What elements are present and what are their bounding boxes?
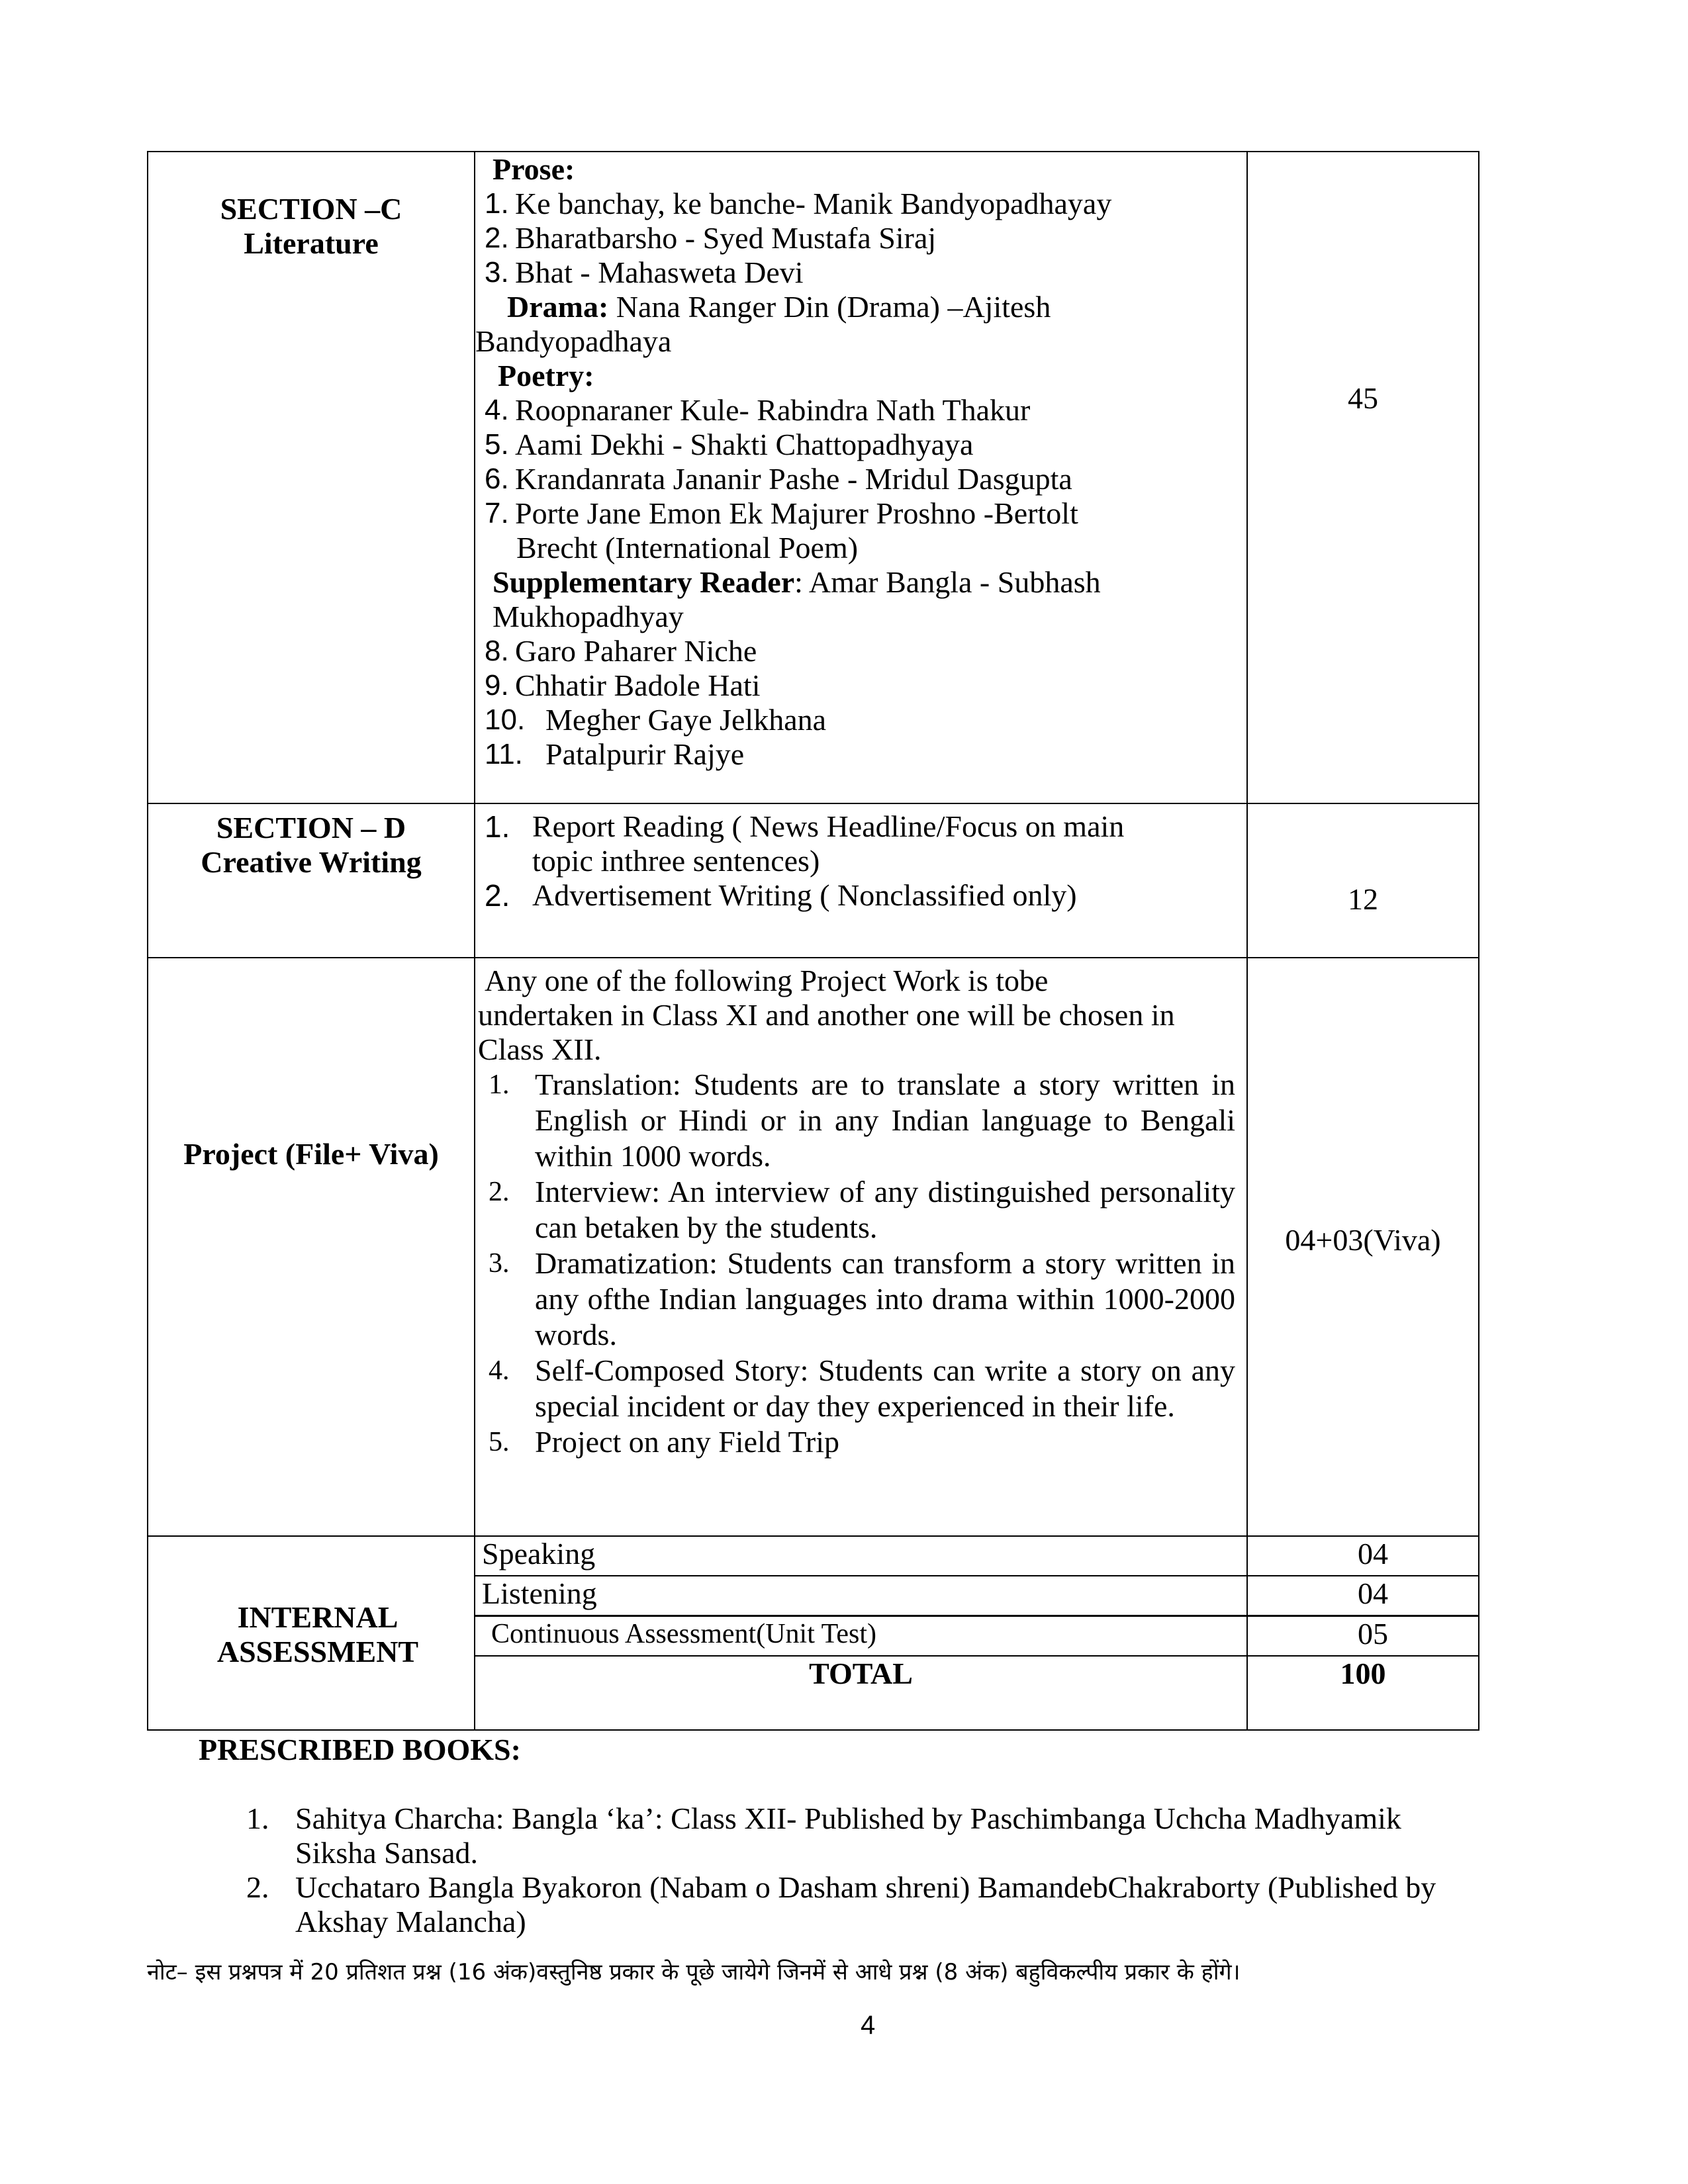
project-marks-cell [1246, 957, 1479, 1537]
item-number: 11. [485, 738, 523, 770]
item-number: 2. [485, 878, 510, 913]
list-item [475, 462, 1246, 496]
item-text: Sahitya Charcha: Bangla ‘ka’: Class XII- Published by Paschimbanga Uchcha Madhyamik [295, 1801, 1401, 1835]
internal-title: INTERNAL [237, 1600, 399, 1634]
list-item [489, 1353, 1246, 1424]
section-c-label-cell [147, 151, 475, 804]
project-intro-line: Class XII. [478, 1032, 602, 1066]
item-text: Bhat - Mahasweta Devi [515, 255, 804, 289]
supp-heading: Supplementary Reader [492, 565, 795, 599]
list-item [475, 496, 1246, 531]
item-text: Ucchataro Bangla Byakoron (Nabam o Dasham shreni) BamandebChakraborty (Published by [295, 1870, 1436, 1904]
item-number: 3. [489, 1248, 510, 1279]
item-text: Megher Gaye Jelkhana [545, 703, 827, 737]
drama-text: Nana Ranger Din (Drama) –Ajitesh [616, 290, 1051, 324]
section-d-subtitle: Creative Writing [201, 845, 422, 879]
list-item [475, 187, 1246, 221]
item-number: 2. [489, 1177, 510, 1207]
section-d-marks: 12 [1348, 882, 1378, 916]
poetry-cont: Brecht (International Poem) [516, 531, 859, 565]
item-text: Ke banchay, ke banche- Manik Bandyopadhayay [515, 187, 1112, 220]
internal-row-label: Continuous Assessment(Unit Test) [474, 1615, 1248, 1657]
project-intro-line: undertaken in Class XI and another one will be chosen in [478, 998, 1175, 1032]
project-intro-line: Any one of the following Project Work is tobe [485, 964, 1049, 997]
hindi-note: नोट– इस प्रश्नपत्र में 20 प्रतिशत प्रश्न (16 अंक)वस्तुनिष्ठ प्रकार के पूछे जायेगे जिनमें से आधे प्रश्न (8 अंक) बहुविकल्पीय प्रकार के होंगे। [147, 1959, 1241, 1985]
item-text: Aami Dekhi - Shakti Chattopadhyaya [515, 428, 974, 461]
item-text: Chhatir Badole Hati [515, 668, 761, 702]
item-text: Bharatbarsho - Syed Mustafa Siraj [515, 221, 937, 255]
item-text: Project on any Field Trip [535, 1425, 840, 1459]
project-title: Project (File+ Viva) [183, 1137, 439, 1171]
item-text: Translation: Students are to translate a story written in English or Hindi or in any Indian language to Bengali within 1000 words. [535, 1068, 1235, 1173]
total-value: 100 [1340, 1657, 1386, 1690]
total-label-cell [474, 1655, 1248, 1731]
item-number: 1. [485, 187, 509, 220]
total-value-cell [1246, 1655, 1479, 1731]
section-c-content-cell [474, 151, 1248, 804]
item-number: 5. [485, 428, 509, 461]
item-text-wrap [295, 1870, 1436, 1939]
item-number: 2. [485, 222, 509, 254]
item-text-wrap [295, 1801, 1401, 1870]
internal-title2: ASSESSMENT [216, 1635, 419, 1668]
poetry-heading: Poetry: [498, 359, 594, 392]
list-item [475, 737, 1246, 772]
list-item [475, 668, 1246, 703]
item-number: 10. [485, 704, 526, 736]
internal-row-marks: 04 [1246, 1535, 1479, 1576]
book-item [246, 1870, 1436, 1939]
item-text-wrap [532, 878, 1077, 913]
item-text: Advertisement Writing ( Nonclassified only) [532, 878, 1077, 912]
supp-text: : Amar Bangla - Subhash [794, 565, 1101, 599]
item-number: 1. [485, 809, 510, 844]
item-text: Report Reading ( News Headline/Focus on main [532, 809, 1125, 843]
list-item [475, 428, 1246, 462]
item-text: Krandanrata Jananir Pashe - Mridul Dasgupta [515, 462, 1072, 496]
internal-label-cell [147, 1535, 475, 1731]
list-item [475, 221, 1246, 255]
item-text: Interview: An interview of any distinguished personality can betaken by the students. [535, 1175, 1235, 1244]
section-d-marks-cell [1246, 803, 1479, 958]
internal-row-marks: 04 [1246, 1575, 1479, 1616]
book-item [246, 1801, 1436, 1870]
section-d-title: SECTION – D [216, 811, 406, 844]
internal-row-label: Listening [474, 1575, 1248, 1616]
list-item [489, 1246, 1246, 1353]
item-text: Roopnaraner Kule- Rabindra Nath Thakur [515, 393, 1031, 427]
section-c-marks-cell [1246, 151, 1479, 804]
item-number: 5. [489, 1427, 510, 1457]
total-label: TOTAL [809, 1657, 913, 1690]
item-text-cont: topic inthree sentences) [532, 844, 820, 878]
item-text: Garo Paharer Niche [515, 634, 757, 668]
project-marks: 04+03(Viva) [1285, 1223, 1441, 1257]
list-item [475, 393, 1246, 428]
books-heading: PRESCRIBED BOOKS: [199, 1733, 521, 1766]
list-item [475, 703, 1246, 737]
project-content-cell [474, 957, 1248, 1537]
section-c-title: SECTION –C [220, 192, 402, 226]
prose-heading: Prose: [492, 152, 575, 186]
item-number: 8. [485, 635, 509, 667]
item-number: 7. [485, 497, 509, 529]
item-text: Patalpurir Rajye [545, 737, 745, 771]
item-number: 4. [489, 1355, 510, 1386]
list-item [485, 878, 1246, 913]
item-text-cont: Akshay Malancha) [295, 1905, 526, 1938]
drama-heading: Drama: [507, 290, 609, 324]
section-c-subtitle: Literature [244, 226, 379, 260]
item-number: 6. [485, 463, 509, 495]
list-item [475, 255, 1246, 290]
item-number: 1. [246, 1801, 269, 1835]
section-d-label-cell [147, 803, 475, 958]
list-item [489, 1174, 1246, 1246]
item-number: 3. [485, 256, 509, 289]
item-text: Porte Jane Emon Ek Majurer Proshno -Bertolt [515, 496, 1078, 530]
list-item [489, 1067, 1246, 1174]
section-d-content-cell [474, 803, 1248, 958]
item-number: 2. [246, 1870, 269, 1904]
item-number: 1. [489, 1069, 510, 1100]
list-item [485, 809, 1246, 878]
internal-row-label: Speaking [474, 1535, 1248, 1576]
item-text: Self-Composed Story: Students can write a story on any special incident or day they experienced in their life. [535, 1353, 1235, 1423]
internal-row-marks: 05 [1246, 1615, 1479, 1657]
page-number: 4 [861, 2011, 876, 2040]
item-text: Dramatization: Students can transform a story written in any ofthe Indian languages into drama within 1000-2000 words. [535, 1246, 1235, 1351]
supp-text-cont: Mukhopadhyay [492, 600, 684, 633]
item-text-cont: Siksha Sansad. [295, 1836, 478, 1870]
project-label-cell [147, 957, 475, 1537]
drama-text-cont: Bandyopadhaya [475, 324, 672, 358]
list-item [475, 634, 1246, 668]
list-item [489, 1424, 1246, 1460]
item-text-wrap [532, 809, 1124, 878]
item-number: 4. [485, 394, 509, 426]
section-c-marks: 45 [1348, 381, 1378, 415]
item-number: 9. [485, 669, 509, 702]
